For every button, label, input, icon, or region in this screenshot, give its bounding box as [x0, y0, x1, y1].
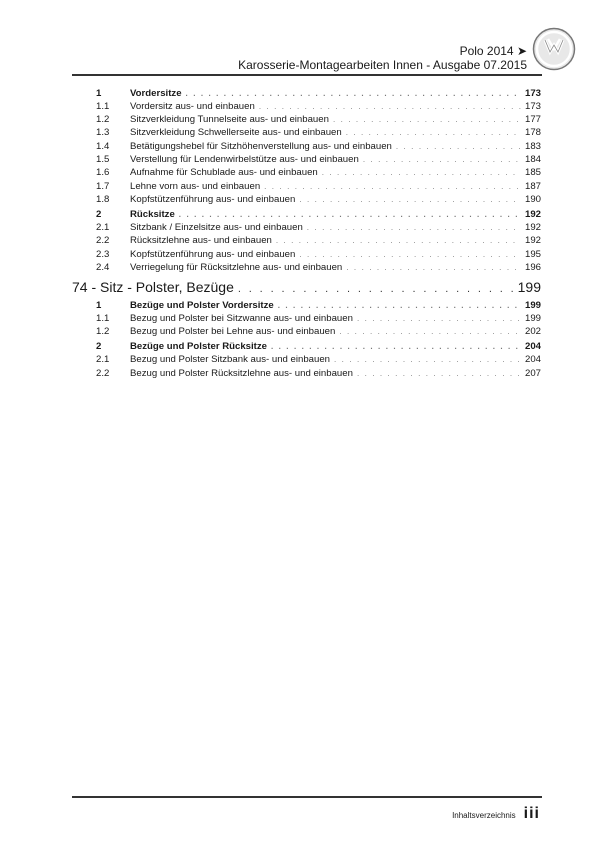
- footer: [452, 805, 540, 823]
- toc-entry[interactable]: [96, 234, 541, 247]
- toc-title: Rücksitzlehne aus- und einbauen: [130, 235, 272, 247]
- toc-page: 199: [524, 299, 541, 311]
- toc-page: 195: [524, 248, 541, 260]
- toc-num: 1.1: [96, 100, 110, 112]
- toc-entry[interactable]: [96, 193, 541, 206]
- toc-page: 192: [524, 208, 541, 220]
- toc-entry[interactable]: [96, 340, 541, 353]
- toc-leader-dots: [307, 221, 521, 234]
- toc-leader-dots: [179, 208, 521, 221]
- toc-page: 202: [524, 326, 541, 338]
- toc-num: 2.1: [96, 221, 110, 233]
- toc-num: 1.4: [96, 140, 110, 152]
- toc-leader-dots: [238, 279, 514, 299]
- toc-title: Bezug und Polster Sitzbank aus- und einbauen: [130, 354, 331, 366]
- toc-entry[interactable]: [96, 100, 541, 113]
- toc-title: Verstellung für Lendenwirbelstütze aus- und einbauen: [130, 153, 359, 165]
- footer-page-number: iii: [523, 805, 540, 822]
- toc-leader-dots: [357, 367, 521, 380]
- toc-leader-dots: [346, 261, 521, 274]
- toc-page: 173: [524, 100, 541, 112]
- toc-entry[interactable]: [96, 208, 541, 221]
- toc-num: 1: [96, 299, 102, 311]
- toc-page: 207: [524, 367, 541, 379]
- toc-leader-dots: [276, 234, 521, 247]
- toc-entry[interactable]: [96, 261, 541, 274]
- toc-entry[interactable]: [96, 312, 541, 325]
- toc-title: Bezug und Polster bei Sitzwanne aus- und einbauen: [130, 312, 353, 324]
- toc-leader-dots: [299, 248, 521, 261]
- toc-page: 199: [517, 279, 541, 296]
- toc-chapter[interactable]: [72, 277, 541, 297]
- toc-entry[interactable]: [96, 153, 541, 166]
- toc-leader-dots: [299, 193, 521, 206]
- toc-num: 1: [96, 87, 102, 99]
- toc-title: Rücksitze: [130, 208, 175, 220]
- toc-num: 1.3: [96, 127, 110, 139]
- toc-title: Sitzverkleidung Tunnelseite aus- und einbauen: [130, 114, 329, 126]
- toc-title: 74 - Sitz - Polster, Bezüge: [72, 279, 234, 296]
- toc-num: 1.1: [96, 312, 110, 324]
- toc-entry[interactable]: [96, 126, 541, 139]
- footer-section: Inhaltsverzeichnis: [452, 811, 516, 820]
- toc-entry[interactable]: [96, 180, 541, 193]
- toc-entry[interactable]: [96, 325, 541, 338]
- toc-title: Bezug und Polster bei Lehne aus- und einbauen: [130, 326, 336, 338]
- toc-leader-dots: [346, 126, 521, 139]
- toc-page: 178: [524, 127, 541, 139]
- vw-logo-icon: [532, 27, 576, 71]
- toc-page: 187: [524, 180, 541, 192]
- toc-leader-dots: [278, 299, 521, 312]
- toc-page: 192: [524, 221, 541, 233]
- toc-num: 2.3: [96, 248, 110, 260]
- toc-title: Bezug und Polster Rücksitzlehne aus- und einbauen: [130, 367, 353, 379]
- toc-num: 1.5: [96, 153, 110, 165]
- toc-entry[interactable]: [96, 299, 541, 312]
- toc-num: 2.2: [96, 235, 110, 247]
- toc-num: 2: [96, 208, 102, 220]
- toc-page: 173: [524, 87, 541, 99]
- header-subtitle: Karosserie-Montagearbeiten Innen - Ausgabe 07.2015: [238, 58, 527, 72]
- toc-entry[interactable]: [96, 248, 541, 261]
- header-rule: [72, 74, 542, 76]
- header-model: Polo 2014 ➤: [459, 44, 527, 58]
- toc-title: Vordersitze: [130, 87, 182, 99]
- toc-leader-dots: [334, 353, 521, 366]
- footer-rule: [72, 796, 542, 798]
- toc-leader-dots: [271, 340, 521, 353]
- toc-leader-dots: [363, 153, 521, 166]
- toc-title: Sitzverkleidung Schwellerseite aus- und einbauen: [130, 127, 342, 139]
- toc-title: Bezüge und Polster Vordersitze: [130, 299, 274, 311]
- toc-page: 204: [524, 354, 541, 366]
- toc-num: 1.7: [96, 180, 110, 192]
- toc-page: 192: [524, 235, 541, 247]
- toc-page: 204: [524, 341, 541, 353]
- toc-title: Aufnahme für Schublade aus- und einbauen: [130, 167, 318, 179]
- toc-leader-dots: [186, 87, 521, 100]
- toc-page: 177: [524, 114, 541, 126]
- toc-num: 2.2: [96, 367, 110, 379]
- toc-page: 196: [524, 261, 541, 273]
- toc-num: 1.6: [96, 167, 110, 179]
- toc-leader-dots: [259, 100, 521, 113]
- toc-entry[interactable]: [96, 87, 541, 100]
- table-of-contents: [72, 85, 541, 380]
- toc-num: 1.2: [96, 326, 110, 338]
- toc-num: 1.8: [96, 193, 110, 205]
- toc-title: Verriegelung für Rücksitzlehne aus- und einbauen: [130, 261, 343, 273]
- toc-entry[interactable]: [96, 166, 541, 179]
- toc-num: 2: [96, 341, 102, 353]
- toc-entry[interactable]: [96, 221, 541, 234]
- toc-leader-dots: [322, 166, 521, 179]
- toc-page: 184: [524, 153, 541, 165]
- toc-leader-dots: [396, 140, 521, 153]
- toc-title: Bezüge und Polster Rücksitze: [130, 341, 268, 353]
- toc-page: 185: [524, 167, 541, 179]
- toc-num: 1.2: [96, 114, 110, 126]
- toc-entry[interactable]: [96, 140, 541, 153]
- toc-num: 2.4: [96, 261, 110, 273]
- toc-entry[interactable]: [96, 367, 541, 380]
- toc-leader-dots: [339, 325, 521, 338]
- toc-title: Vordersitz aus- und einbauen: [130, 100, 255, 112]
- toc-page: 183: [524, 140, 541, 152]
- toc-entry[interactable]: [96, 113, 541, 126]
- toc-leader-dots: [357, 312, 521, 325]
- toc-entry[interactable]: [96, 353, 541, 366]
- toc-title: Betätigungshebel für Sitzhöhenverstellung aus- und einbauen: [130, 140, 392, 152]
- toc-page: 190: [524, 193, 541, 205]
- toc-leader-dots: [333, 113, 521, 126]
- toc-num: 2.1: [96, 354, 110, 366]
- toc-title: Lehne vorn aus- und einbauen: [130, 180, 261, 192]
- toc-title: Kopfstützenführung aus- und einbauen: [130, 248, 296, 260]
- toc-leader-dots: [264, 180, 521, 193]
- toc-title: Sitzbank / Einzelsitze aus- und einbauen: [130, 221, 303, 233]
- toc-title: Kopfstützenführung aus- und einbauen: [130, 193, 296, 205]
- toc-page: 199: [524, 312, 541, 324]
